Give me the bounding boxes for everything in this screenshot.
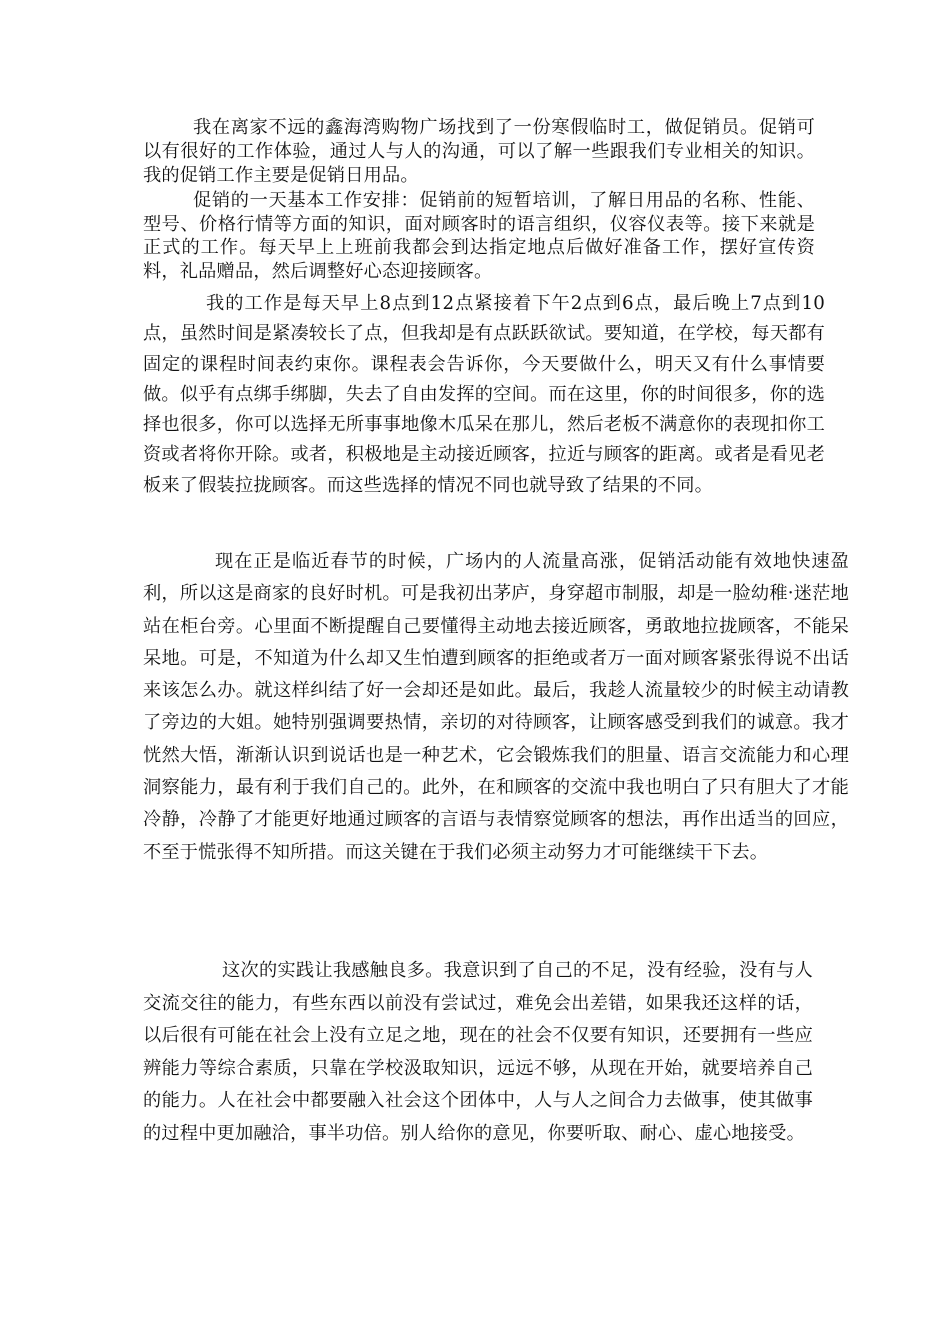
paragraph-intro: 我在离家不远的鑫海湾购物广场找到了一份寒假临时工，做促销员。促销可以有很好的工作体验，通过人与人的沟通，可以了解一些跟我们专业相关的知识。我的促销工作主要是促销日用品。	[143, 117, 815, 186]
paragraph-spring-festival: 现在正是临近春节的时候，广场内的人流量高涨，促销活动能有效地快速盈利，所以这是商家的良好时机。可是我初出茅庐，身穿超市制服，却是一脸幼稚·迷茫地站在柜台旁。心里面不断提醒自己要懂得主动地去接近顾客，勇敢地拉拢顾客，不能呆呆地。可是，不知道为什么却又生怕遭到顾客的拒绝或者万一面对顾客紧张得说不出话来该怎么办。就这样纠结了好一会却还是如此。最后，我趁人流量较少的时候主动请教了旁边的大姐。她特别强调要热情，亲切的对待顾客，让顾客感受到我们的诚意。我才恍然大悟，渐渐认识到说话也是一种艺术，它会锻炼我们的胆量、语言交流能力和心理洞察能力，最有利于我们自己的。此外，在和顾客的交流中我也明白了只有胆大了才能冷静，冷静了才能更好地通过顾客的言语与表情察觉顾客的想法，再作出适当的回应，不至于慌张得不知所措。而这关键在于我们必须主动努力才可能继续干下去。	[143, 551, 849, 863]
paragraph-daily-schedule: 促销的一天基本工作安排：促销前的短暂培训，了解日用品的名称、性能、型号、价格行情等方面的知识，面对顾客时的语言组织，仪容仪表等。接下来就是正式的工作。每天早上上班前我都会到达指定地点后做好准备工作，摆好宣传资料，礼品赠品，然后调整好心态迎接顾客。	[143, 190, 815, 282]
paragraph-working-hours: 我的工作是每天早上8点到12点紧接着下午2点到6点，最后晚上7点到10点，虽然时间是紧凑较长了点，但我却是有点跃跃欲试。要知道，在学校，每天都有固定的课程时间表约束你。课程表会告诉你，今天要做什么，明天又有什么事情要做。似乎有点绑手绑脚，失去了自由发挥的空间。而在这里，你的时间很多，你的选择也很多，你可以选择无所事事地像木瓜呆在那儿，然后老板不满意你的表现扣你工资或者将你开除。或者，积极地是主动接近顾客，拉近与顾客的距离。或者是看见老板来了假装拉拢顾客。而这些选择的情况不同也就导致了结果的不同。	[143, 293, 825, 496]
paragraph-reflection: 这次的实践让我感触良多。我意识到了自己的不足，没有经验，没有与人交流交往的能力，有些东西以前没有尝试过，难免会出差错，如果我还这样的话，以后很有可能在社会上没有立足之地，现在的社会不仅要有知识，还要拥有一些应辨能力等综合素质，只靠在学校汲取知识，远远不够，从现在开始，就要培养自己的能力。人在社会中都要融入社会这个团体中，人与人之间合力去做事，使其做事的过程中更加融洽，事半功倍。别人给你的意见，你要听取、耐心、虚心地接受。	[143, 960, 813, 1144]
